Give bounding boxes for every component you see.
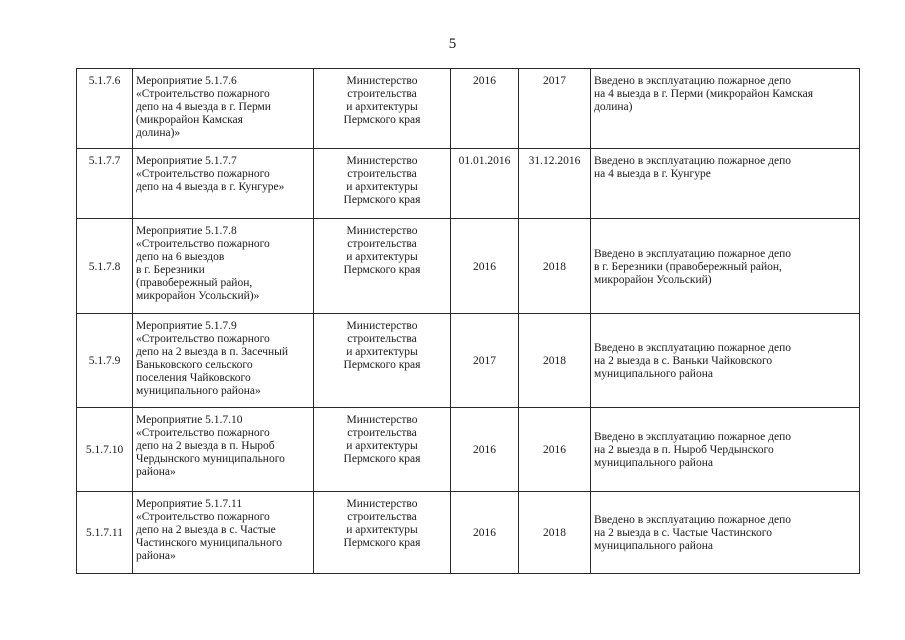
measure-end-year: 2016 — [519, 408, 591, 492]
measure-start-year: 2016 — [451, 492, 519, 574]
measure-number: 5.1.7.10 — [77, 408, 133, 492]
measure-result: Введено в эксплуатацию пожарное депо в г. Березники (правобережный район, микрорайон Усольский) — [591, 219, 860, 314]
measure-name: Мероприятие 5.1.7.7 «Строительство пожарного депо на 4 выезда в г. Кунгуре» — [133, 149, 314, 219]
measure-number: 5.1.7.9 — [77, 314, 133, 408]
measures-table — [76, 68, 860, 574]
table-row — [77, 314, 860, 408]
table-row — [77, 492, 860, 574]
page-number: 5 — [448, 36, 457, 52]
table-row — [77, 149, 860, 219]
measure-number: 5.1.7.7 — [77, 149, 133, 219]
measure-result: Введено в эксплуатацию пожарное депо на 2 выезда в п. Ныроб Чердынского муниципального района — [591, 408, 860, 492]
measure-result: Введено в эксплуатацию пожарное депо на 2 выезда в с. Ваньки Чайковского муниципального района — [591, 314, 860, 408]
measure-name: Мероприятие 5.1.7.6 «Строительство пожарного депо на 4 выезда в г. Перми (микрорайон Камская долина)» — [133, 69, 314, 149]
measure-start-year: 2016 — [451, 219, 519, 314]
measure-executor: Министерство строительства и архитектуры Пермского края — [314, 314, 451, 408]
table-row — [77, 69, 860, 149]
measure-result: Введено в эксплуатацию пожарное депо на 4 выезда в г. Перми (микрорайон Камская долина) — [591, 69, 860, 149]
measure-end-year: 2018 — [519, 492, 591, 574]
measure-name: Мероприятие 5.1.7.11 «Строительство пожарного депо на 2 выезда в с. Частые Частинского муниципального района» — [133, 492, 314, 574]
measure-executor: Министерство строительства и архитектуры Пермского края — [314, 219, 451, 314]
measure-number: 5.1.7.6 — [77, 69, 133, 149]
measure-executor: Министерство строительства и архитектуры Пермского края — [314, 69, 451, 149]
measure-start-year: 2016 — [451, 69, 519, 149]
measure-end-year: 2018 — [519, 314, 591, 408]
measure-end-year: 2017 — [519, 69, 591, 149]
measure-end-year: 2018 — [519, 219, 591, 314]
measure-start-year: 2017 — [451, 314, 519, 408]
measure-result: Введено в эксплуатацию пожарное депо на 2 выезда в с. Частые Частинского муниципального района — [591, 492, 860, 574]
measure-start-year: 2016 — [451, 408, 519, 492]
measure-result: Введено в эксплуатацию пожарное депо на 4 выезда в г. Кунгуре — [591, 149, 860, 219]
measure-name: Мероприятие 5.1.7.8 «Строительство пожарного депо на 6 выездов в г. Березники (правобережный район, микрорайон Усольский)» — [133, 219, 314, 314]
measure-executor: Министерство строительства и архитектуры Пермского края — [314, 408, 451, 492]
measure-executor: Министерство строительства и архитектуры Пермского края — [314, 492, 451, 574]
measure-number: 5.1.7.11 — [77, 492, 133, 574]
measure-start-year: 01.01.2016 — [451, 149, 519, 219]
measure-executor: Министерство строительства и архитектуры Пермского края — [314, 149, 451, 219]
measure-name: Мероприятие 5.1.7.9 «Строительство пожарного депо на 2 выезда в п. Засечный Ваньковского сельского поселения Чайковского муниципального района» — [133, 314, 314, 408]
table-row — [77, 219, 860, 314]
measure-end-year: 31.12.2016 — [519, 149, 591, 219]
measure-name: Мероприятие 5.1.7.10 «Строительство пожарного депо на 2 выезда в п. Ныроб Чердынского муниципального района» — [133, 408, 314, 492]
table-row — [77, 408, 860, 492]
measure-number: 5.1.7.8 — [77, 219, 133, 314]
